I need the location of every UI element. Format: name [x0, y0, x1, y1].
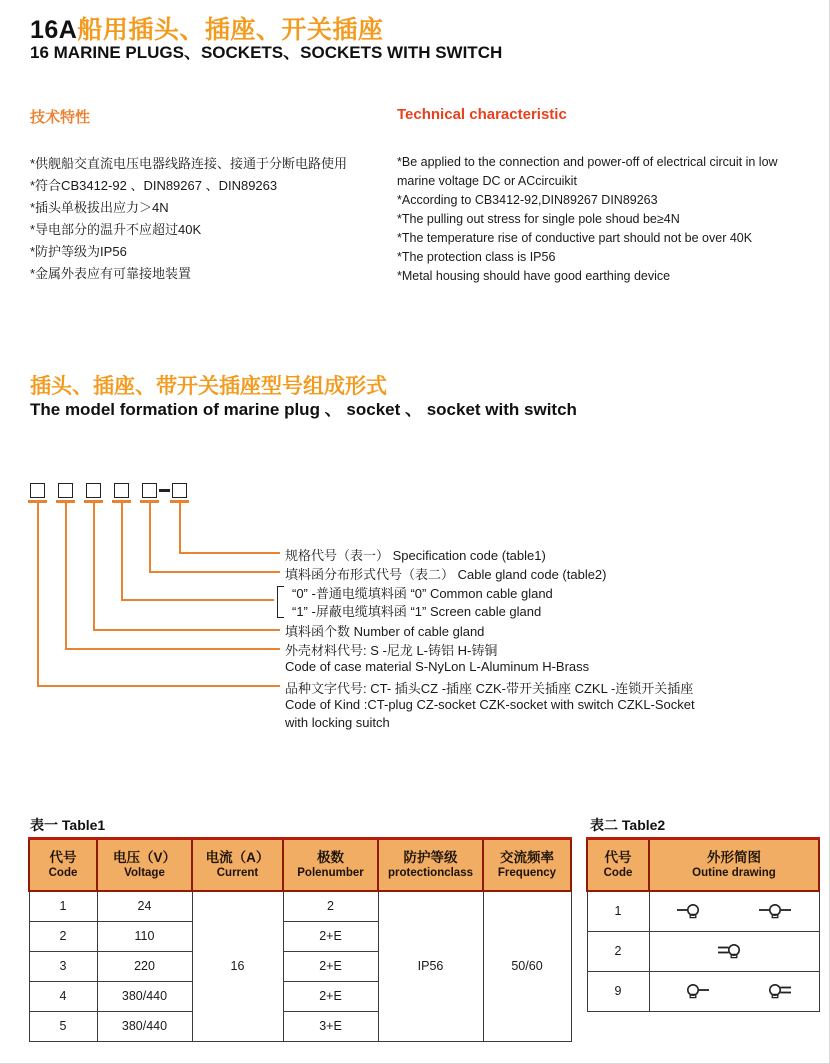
cell-voltage: 24 — [97, 891, 192, 922]
column-header-voltage — [97, 839, 192, 891]
table1-caption — [30, 815, 105, 835]
cell-code: 2 — [29, 921, 97, 951]
connector-line — [121, 502, 123, 601]
tech-item-en: *Metal housing should have good earthing device — [397, 269, 671, 283]
cable-gland-icon — [675, 902, 711, 920]
tech-item-en: *The protection class is IP56 — [397, 250, 556, 264]
table-row — [587, 971, 819, 1011]
column-header-current — [192, 839, 283, 891]
connector-line — [37, 685, 281, 687]
outline-drawing-symbols — [652, 932, 817, 971]
model-heading-en: The model formation of marine plug 、 socket 、 socket with switch — [30, 400, 577, 419]
spec-table — [28, 837, 572, 1042]
model-code-box — [114, 483, 129, 498]
column-header-outline-drawing — [649, 839, 819, 891]
table-row — [587, 891, 819, 932]
column-header-frequency — [483, 839, 571, 891]
connector-line — [65, 502, 67, 650]
diagram-label-kind-code-cn: 品种文字代号: CT- 插头CZ -插座 CZK-带开关插座 CZKL -连锁开关插座 — [285, 681, 694, 696]
table-row — [587, 931, 819, 971]
model-code-box — [142, 483, 157, 498]
cell-code: 1 — [29, 891, 97, 922]
header-en: Voltage — [124, 867, 165, 880]
header-en: Code — [48, 867, 78, 880]
header-en: protectionclass — [388, 867, 473, 880]
table2-caption — [590, 815, 665, 835]
cell-outline-drawing — [649, 931, 819, 971]
connector-line — [121, 599, 275, 601]
connector-line — [149, 571, 281, 573]
tech-list-cn — [30, 153, 390, 285]
diagram-label-kind-code-en-cont: with locking suitch — [285, 715, 390, 730]
model-code-box — [172, 483, 187, 498]
header-en: Polenumber — [297, 867, 364, 880]
tech-item-en: *According to CB3412-92,DIN89267 DIN89263 — [397, 193, 658, 207]
tech-list-en — [397, 153, 817, 286]
diagram-label-kind-code-en: Code of Kind :CT-plug CZ-socket CZK-socket with switch CZKL-Socket — [285, 697, 695, 712]
tech-item-cn: *插头单极拔出应力＞4N — [30, 200, 169, 215]
tech-item-en: *Be applied to the connection and power-off of electrical circuit in low marine voltage DC or ACcircuikit — [397, 155, 778, 188]
header-cn: 代号 — [604, 850, 632, 866]
table1-caption-en: Table1 — [61, 817, 106, 833]
column-header-code — [587, 839, 649, 891]
tech-item-cn: *防护等级为IP56 — [30, 244, 127, 259]
page-title-chinese: 船用插头、插座、开关插座 — [77, 16, 384, 44]
cell-code: 4 — [29, 981, 97, 1011]
header-en: Current — [216, 867, 259, 880]
model-code-box — [30, 483, 45, 498]
connector-line — [93, 629, 281, 631]
model-heading-cn: 插头、插座、带开关插座型号组成形式 — [30, 375, 387, 398]
model-code-box — [58, 483, 73, 498]
cell-pole: 2+E — [283, 921, 378, 951]
diagram-label-specification-code: 规格代号（表一） Specification code (table1) — [285, 548, 546, 563]
cell-code: 5 — [29, 1011, 97, 1041]
cable-gland-icon — [757, 982, 793, 1000]
model-code-dash — [159, 489, 170, 492]
table-row — [29, 891, 571, 922]
connector-line — [179, 502, 181, 554]
cable-gland-icon — [757, 902, 793, 920]
cell-code: 1 — [587, 891, 649, 932]
cell-current: 16 — [192, 891, 283, 1042]
outline-drawing-table — [586, 837, 820, 1012]
header-cn: 外形简图 — [707, 850, 761, 866]
diagram-label-common-cable-gland: “0” -普通电缆填料函 “0” Common cable gland — [292, 586, 553, 601]
column-header-polenumber — [283, 839, 378, 891]
column-header-code — [29, 839, 97, 891]
table2-caption-cn: 表二 — [590, 817, 618, 833]
header-cn: 电压（V） — [112, 850, 176, 866]
cell-outline-drawing — [649, 891, 819, 932]
connector-line — [149, 502, 151, 573]
connector-line — [65, 648, 281, 650]
cell-outline-drawing — [649, 971, 819, 1011]
cell-pole: 3+E — [283, 1011, 378, 1041]
cell-voltage: 110 — [97, 921, 192, 951]
table1-caption-cn: 表一 — [30, 817, 58, 833]
tech-item-cn: *导电部分的温升不应超过40K — [30, 222, 202, 237]
tech-item-cn: *供舰船交直流电压电器线路连接、接通于分断电路使用 — [30, 156, 348, 171]
header-cn: 代号 — [49, 850, 77, 866]
cell-protection: IP56 — [378, 891, 483, 1042]
cell-pole: 2+E — [283, 951, 378, 981]
header-cn: 防护等级 — [403, 850, 458, 866]
header-en: Outine drawing — [692, 867, 776, 880]
tech-heading-en: Technical characteristic — [397, 106, 567, 123]
diagram-label-screen-cable-gland: “1” -屏蔽电缆填料函 “1” Screen cable gland — [292, 604, 542, 619]
connector-line — [37, 502, 39, 687]
header-en: Code — [603, 867, 633, 880]
page-title-rating: 16A — [30, 16, 78, 44]
header-cn: 极数 — [317, 850, 344, 866]
table2-caption-en: Table2 — [621, 817, 666, 833]
cell-voltage: 380/440 — [97, 981, 192, 1011]
connector-line — [179, 552, 281, 554]
cell-voltage: 220 — [97, 951, 192, 981]
outline-drawing-symbols — [652, 972, 817, 1011]
header-cn: 电流（A） — [205, 850, 270, 866]
diagram-label-gland-number: 填料函个数 Number of cable gland — [285, 624, 485, 639]
cable-gland-icon — [675, 982, 711, 1000]
bracket-01-options — [277, 586, 284, 618]
diagram-label-case-material-en: Code of case material S-NyLon L-Aluminum H-Brass — [285, 659, 590, 674]
diagram-label-cable-gland-code: 填料函分布形式代号（表二） Cable gland code (table2) — [285, 567, 607, 582]
model-code-box — [86, 483, 101, 498]
cell-code: 3 — [29, 951, 97, 981]
cell-frequency: 50/60 — [483, 891, 571, 1042]
tech-item-cn: *金属外表应有可靠接地装置 — [30, 266, 192, 281]
tech-item-en: *The pulling out stress for single pole shoud be≥4N — [397, 212, 680, 226]
cable-gland-icon — [716, 942, 752, 960]
cell-voltage: 380/440 — [97, 1011, 192, 1041]
connector-line — [93, 502, 95, 631]
tech-heading-cn: 技术特性 — [30, 109, 91, 126]
header-en: Frequency — [497, 867, 557, 880]
page-title-english: 16 MARINE PLUGS、SOCKETS、SOCKETS WITH SWITCH — [30, 43, 503, 62]
tech-item-cn: *符合CB3412-92 、DIN89267 、DIN89263 — [30, 178, 278, 193]
tech-item-en: *The temperature rise of conductive part should not be over 40K — [397, 231, 753, 245]
cell-code: 2 — [587, 931, 649, 971]
outline-drawing-symbols — [652, 892, 817, 931]
column-header-protectionclass — [378, 839, 483, 891]
cell-code: 9 — [587, 971, 649, 1011]
cell-pole: 2 — [283, 891, 378, 922]
header-cn: 交流频率 — [500, 850, 554, 866]
cell-pole: 2+E — [283, 981, 378, 1011]
diagram-label-case-material-cn: 外壳材料代号: S -尼龙 L-铸铝 H-铸铜 — [285, 643, 498, 658]
